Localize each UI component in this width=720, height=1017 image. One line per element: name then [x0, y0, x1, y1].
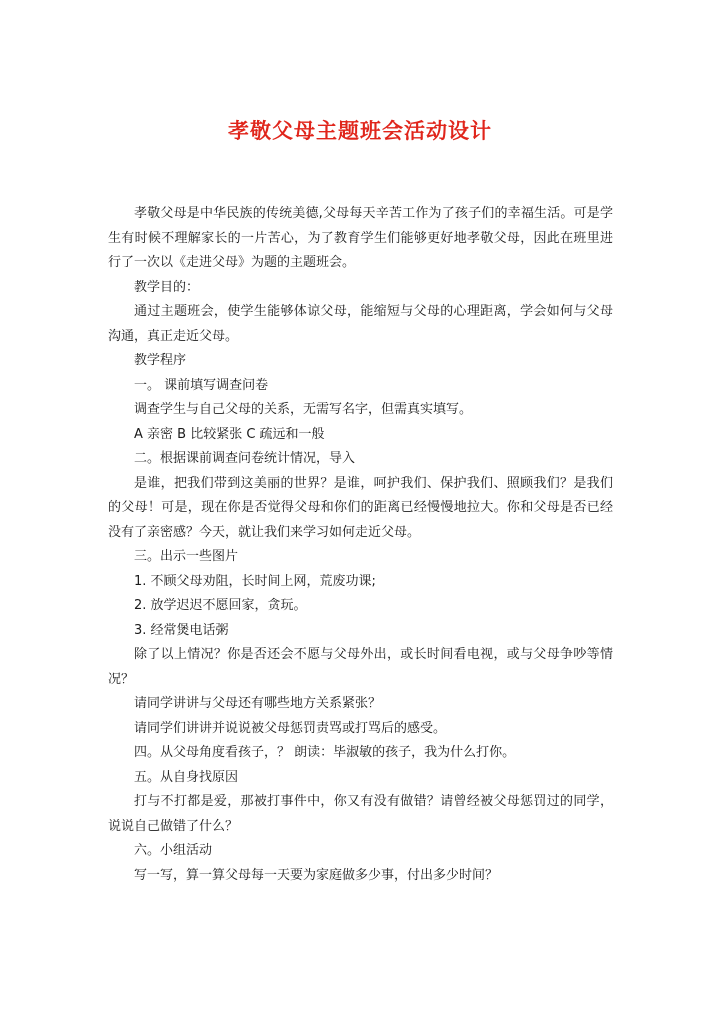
- list-item: 1. 不顾父母劝阻，长时间上网，荒废功课;: [134, 573, 376, 589]
- objective-heading: 教学目的：: [134, 279, 200, 295]
- discussion-prompt: 请同学讲讲与父母还有哪些地方关系紧张？: [134, 696, 382, 711]
- discussion-prompt: 请同学们讲讲并说说被父母惩罚责骂或打骂后的感受。: [134, 720, 447, 736]
- document-title: 孝敬父母主题班会活动设计: [228, 118, 492, 143]
- section-2-heading: 二。根据课前调查问卷统计情况，导入: [134, 451, 356, 466]
- section-3-paragraph: 除了以上情况？你是否还会不愿与父母外出，或长时间看电视，或与父母争吵等情况？: [108, 647, 613, 687]
- section-1-paragraph: 调查学生与自己父母的关系，无需写名字，但需真实填写。: [134, 402, 473, 417]
- section-1-heading: 一。 课前填写调查问卷: [134, 377, 269, 393]
- document-body: [108, 202, 613, 888]
- section-3-heading: 三。出示一些图片: [134, 549, 239, 564]
- intro-paragraph: 孝敬父母是中华民族的传统美德,父母每天辛苦工作为了孩子们的幸福生活。可是学生有时候不理解家长的一片苦心，为了教育学生们能够更好地孝敬父母，因此在班里进行了一次以《走进父母》为题的主题班会。: [108, 206, 613, 270]
- section-4-heading: 四。从父母角度看孩子，？ 朗读：毕淑敏的孩子，我为什么打你。: [134, 745, 516, 760]
- survey-options: A 亲密 B 比较紧张 C 疏远和一般: [134, 426, 325, 442]
- list-item: 2. 放学迟迟不愿回家，贪玩。: [134, 598, 307, 613]
- procedure-heading: 教学程序: [134, 353, 187, 368]
- section-6-paragraph: 写一写，算一算父母每一天要为家庭做多少事，付出多少时间？: [134, 867, 499, 883]
- section-6-heading: 六。小组活动: [134, 843, 213, 858]
- section-2-paragraph: 是谁，把我们带到这美丽的世界？是谁，呵护我们、保护我们、照顾我们？是我们的父母！可是，现在你是否觉得父母和你们的距离已经慢慢地拉大。你和父母是否已经没有了亲密感？今天，就让我们来学习如何走近父母。: [108, 475, 613, 540]
- section-5-paragraph: 打与不打都是爱，那被打事件中，你又有没有做错？请曾经被父母惩罚过的同学，说说自己做错了什么？: [108, 794, 613, 834]
- list-item: 3. 经常煲电话粥: [134, 622, 229, 638]
- section-5-heading: 五。从自身找原因: [134, 769, 239, 785]
- objective-paragraph: 通过主题班会，使学生能够体谅父母，能缩短与父母的心理距离，学会如何与父母沟通，真正走近父母。: [108, 304, 613, 344]
